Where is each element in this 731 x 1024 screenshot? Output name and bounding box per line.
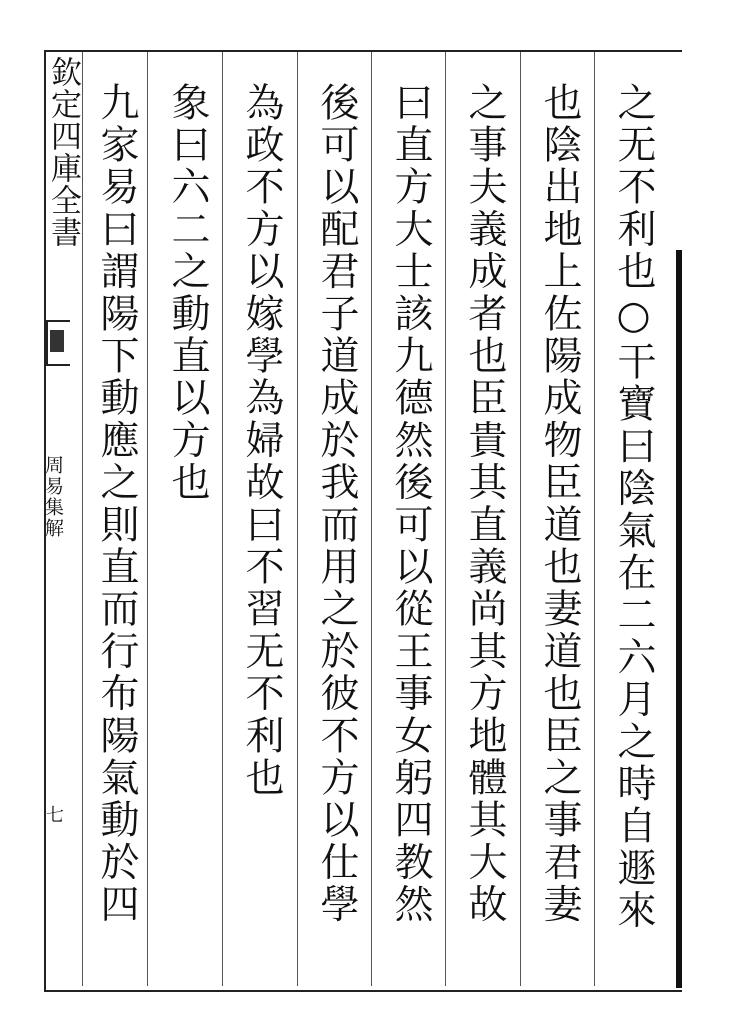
text-column: 之无不利也○干寶曰陰氣在二六月之時自遯來 bbox=[611, 82, 656, 932]
text-column: 曰直方大士該九德然後可以從王事女躬四教然 bbox=[388, 82, 433, 926]
text-column: 後可以配君子道成於我而用之於彼不方以仕學 bbox=[314, 82, 359, 926]
page-number: 七 bbox=[43, 805, 64, 823]
text-column: 九家易曰謂陽下動應之則直而行布陽氣動於四 bbox=[94, 82, 139, 926]
column-rule bbox=[82, 52, 83, 986]
text-column: 象曰六二之動直以方也 bbox=[165, 82, 210, 504]
column-rule bbox=[222, 52, 223, 986]
text-column: 也陰出地上佐陽成物臣道也妻道也臣之事君妻 bbox=[537, 82, 582, 926]
column-rule bbox=[297, 52, 298, 986]
margin-title: 欽定四庫全書 bbox=[45, 56, 81, 248]
text-column: 之事夫義成者也臣貴其直義尚其方地體其大故 bbox=[462, 82, 507, 926]
column-rule bbox=[594, 52, 595, 986]
column-rule bbox=[147, 52, 148, 986]
page-edge-bar bbox=[676, 250, 682, 988]
column-rule bbox=[520, 52, 521, 986]
book-title: 周易集解 bbox=[42, 455, 64, 539]
fish-tail-mark bbox=[46, 320, 70, 366]
text-column: 為政不方以嫁學為婦故曰不習无不利也 bbox=[239, 82, 284, 800]
column-rule bbox=[445, 52, 446, 986]
column-rule bbox=[371, 52, 372, 986]
